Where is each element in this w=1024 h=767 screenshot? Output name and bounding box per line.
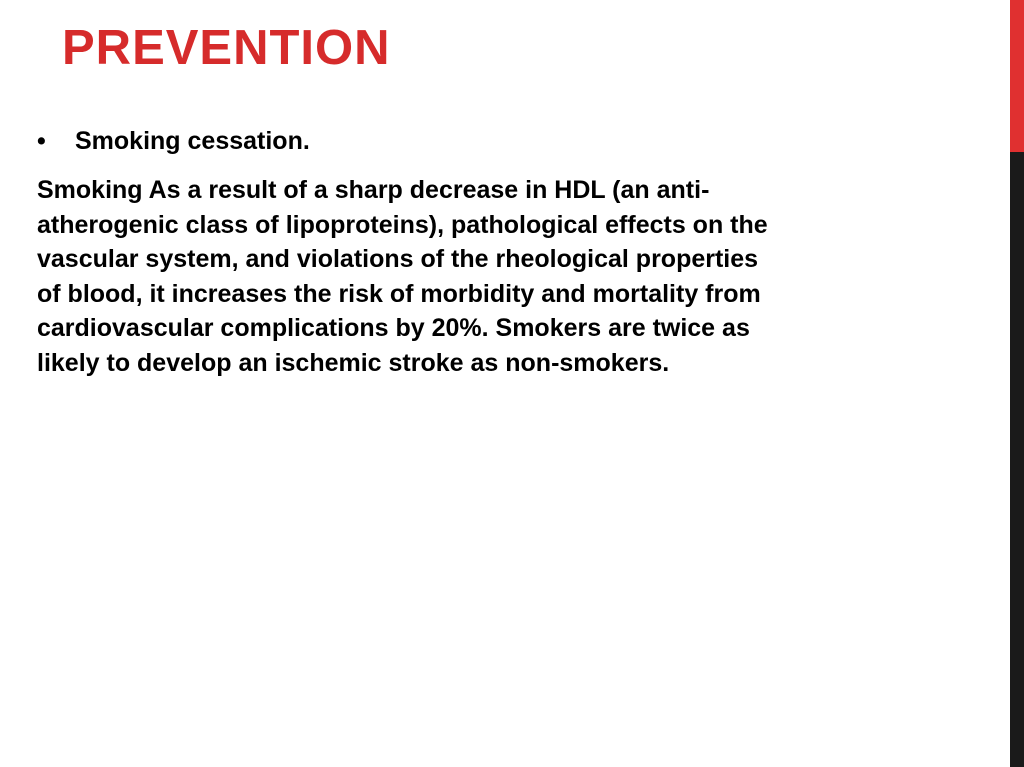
- slide-title: PREVENTION: [62, 21, 391, 75]
- bullet-item: [37, 124, 310, 158]
- paragraph-line: vascular system, and violations of the rheological properties: [37, 245, 759, 273]
- accent-bar-red: [1010, 0, 1024, 152]
- paragraph-line: of blood, it increases the risk of morbidity and mortality from: [37, 279, 761, 308]
- paragraph-line: cardiovascular complications by 20%. Smokers are twice as: [37, 314, 750, 342]
- accent-bar-dark: [1010, 152, 1024, 767]
- bullet-text: Smoking cessation.: [75, 127, 310, 155]
- bullet-icon: •: [37, 127, 46, 155]
- body-paragraph: [37, 173, 877, 380]
- paragraph-line: Smoking As a result of a sharp decrease in HDL (an anti-: [37, 176, 710, 204]
- paragraph-line: atherogenic class of lipoproteins), pathological effects on the: [37, 210, 768, 239]
- paragraph-line: likely to develop an ischemic stroke as non-smokers.: [37, 348, 670, 377]
